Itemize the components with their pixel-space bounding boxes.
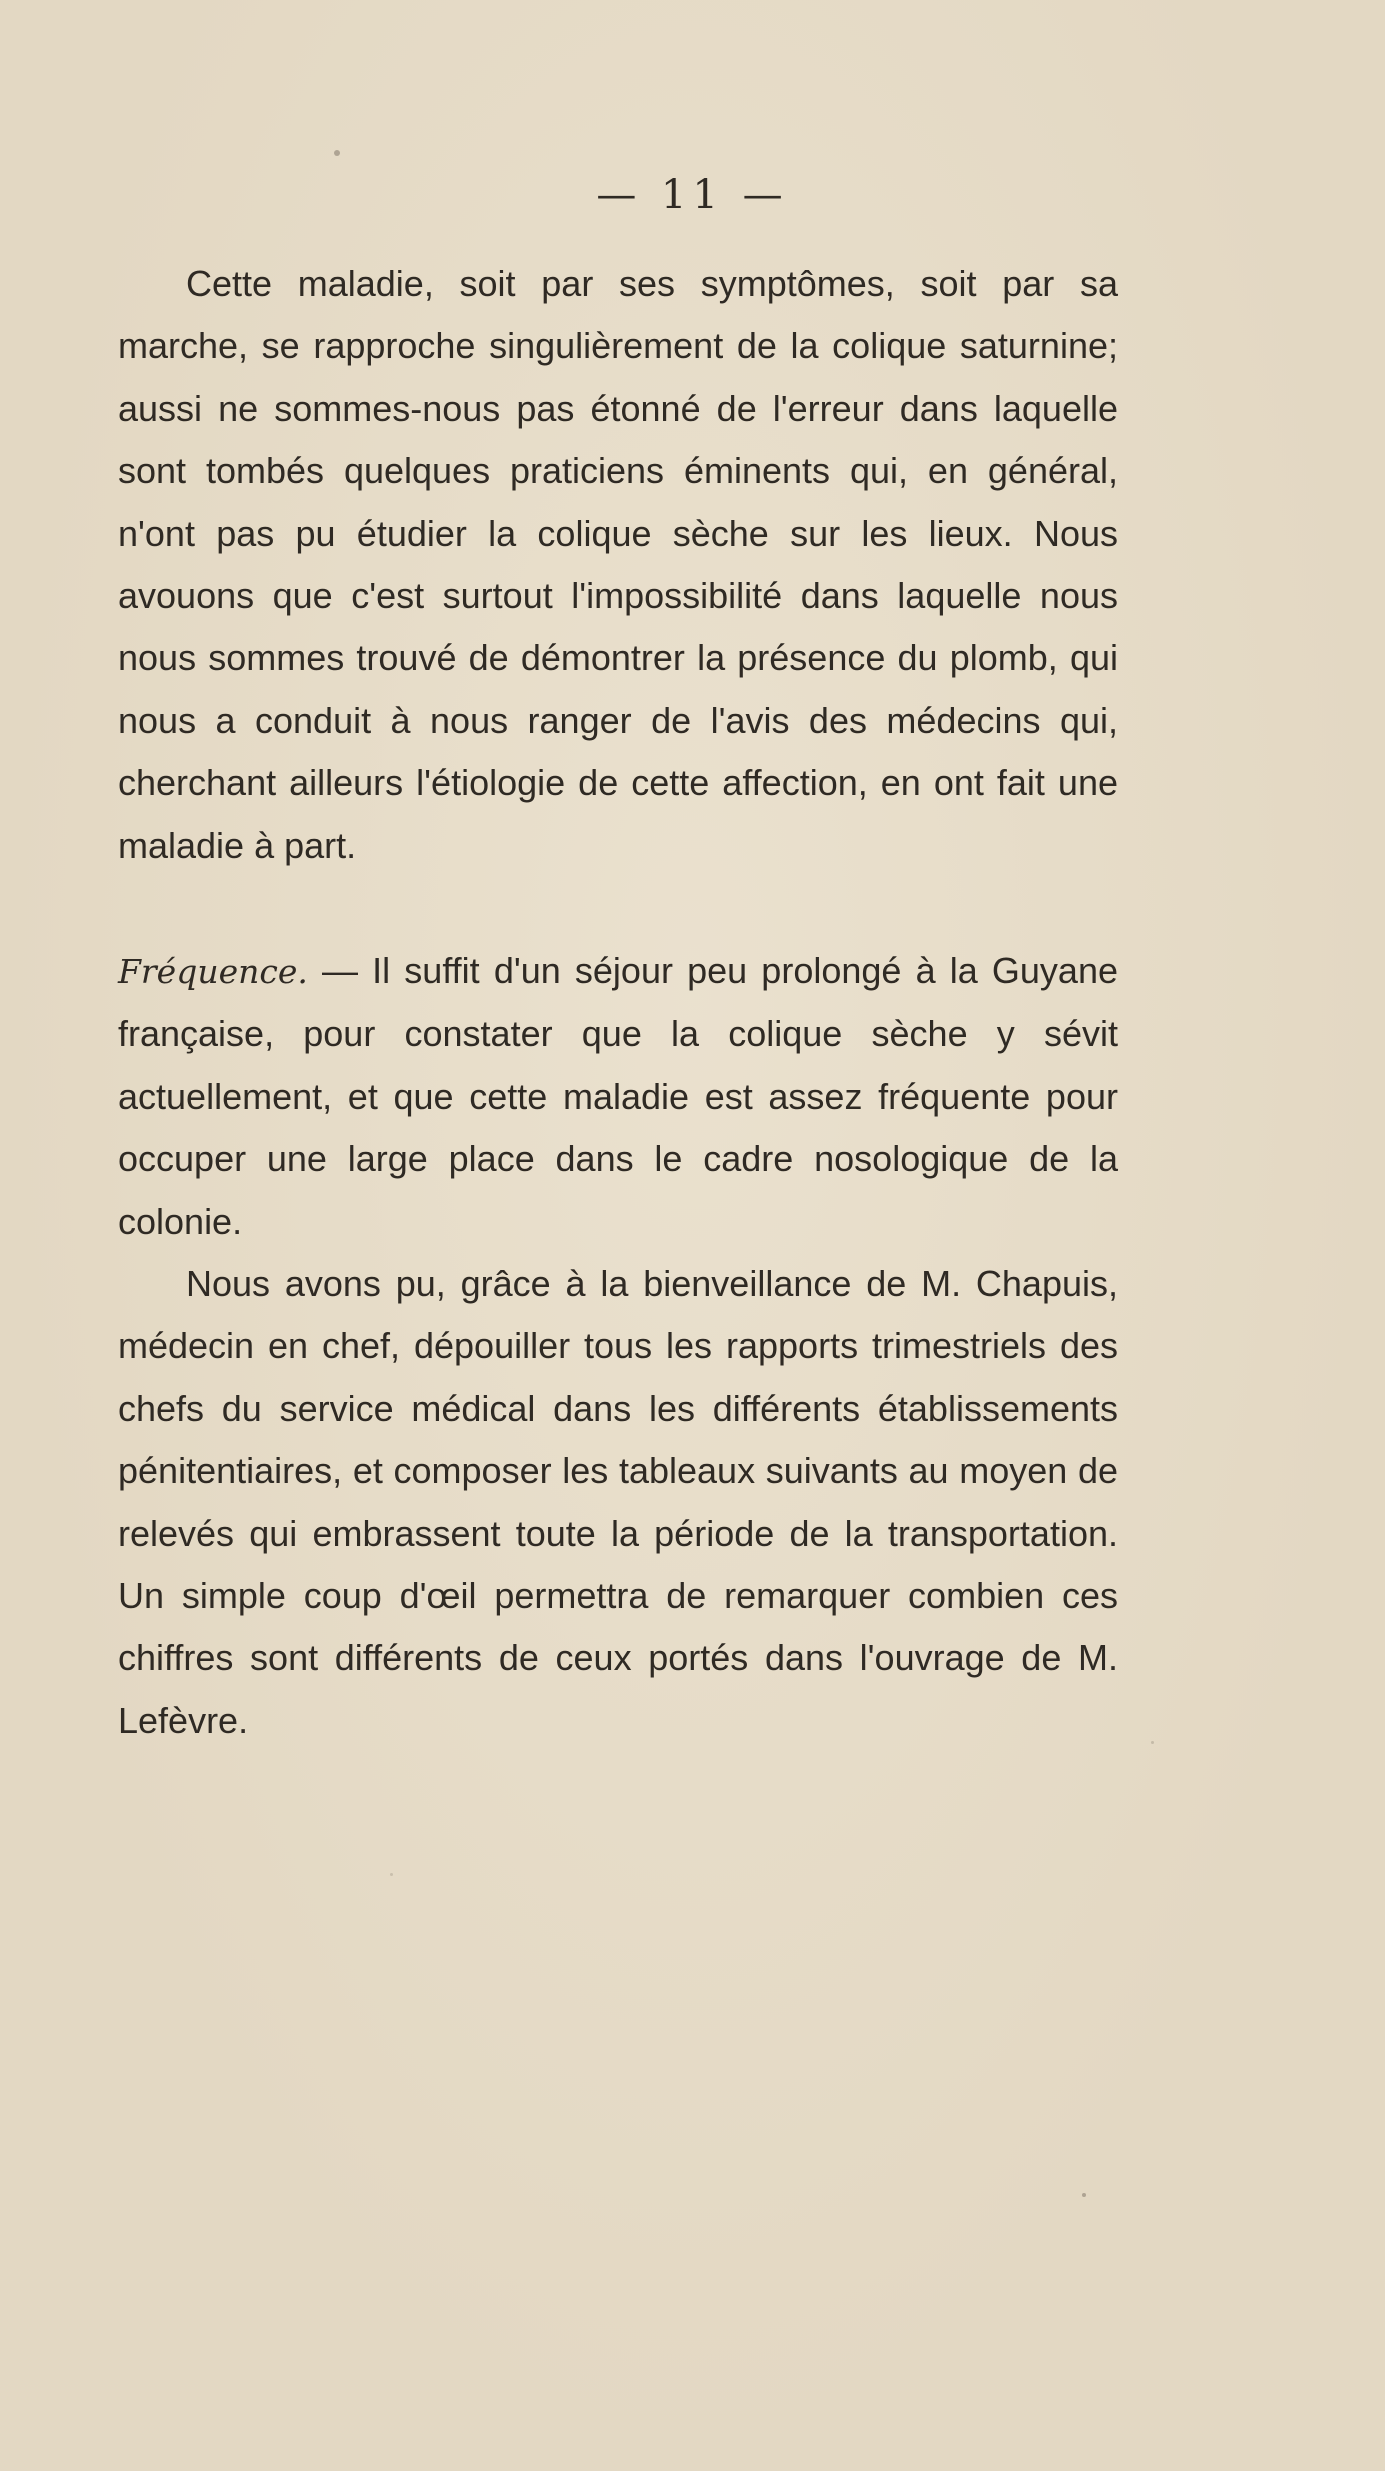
paragraph-block: [118, 1253, 1118, 1752]
paragraph-tableaux: Nous avons pu, grâce à la bienveillance de M. Chapuis, médecin en chef, dépouiller tous les rapports trimestriels des chefs du service médical dans les différents établissements pénitentiaires, et composer les tableaux suivants au moyen de relevés qui embrassent toute la période de la transportation. Un simple coup d'œil permettra de remarquer combien ces chiffres sont différents de ceux portés dans l'ouvrage de M. Lefèvre.: [118, 1263, 1118, 1741]
paper-speck: [1151, 1741, 1154, 1744]
paper-speck: [390, 1873, 393, 1876]
paragraph-block: [118, 940, 1118, 1253]
paragraph-colique-saturnine: Cette maladie, soit par ses symptômes, soit par sa marche, se rapproche singulièrement de la colique saturnine; aussi ne sommes-nous pas étonné de l'erreur dans laquelle sont tombés quelques praticiens éminents qui, en général, n'ont pas pu étudier la colique sèche sur les lieux. Nous avouons que c'est surtout l'impossibilité dans laquelle nous nous sommes trouvé de démontrer la présence du plomb, qui nous a conduit à nous ranger de l'avis des médecins qui, cherchant ailleurs l'étiologie de cette affection, en ont fait une maladie à part.: [118, 263, 1118, 866]
paragraph-block: [118, 253, 1118, 877]
section-run-in-heading: Fréquence.: [118, 952, 308, 991]
paragraph-frequence: [118, 940, 1118, 1253]
page-number: — 11 —: [596, 172, 789, 218]
paper-speck: [334, 150, 340, 156]
paper-speck: [1082, 2193, 1086, 2197]
paragraph-frequence-text: — Il suffit d'un séjour peu prolongé à la Guyane française, pour constater que la colique sèche y sévit actuellement, et que cette maladie est assez fréquente pour occuper une large place dans le cadre nosologique de la colonie.: [118, 950, 1118, 1242]
